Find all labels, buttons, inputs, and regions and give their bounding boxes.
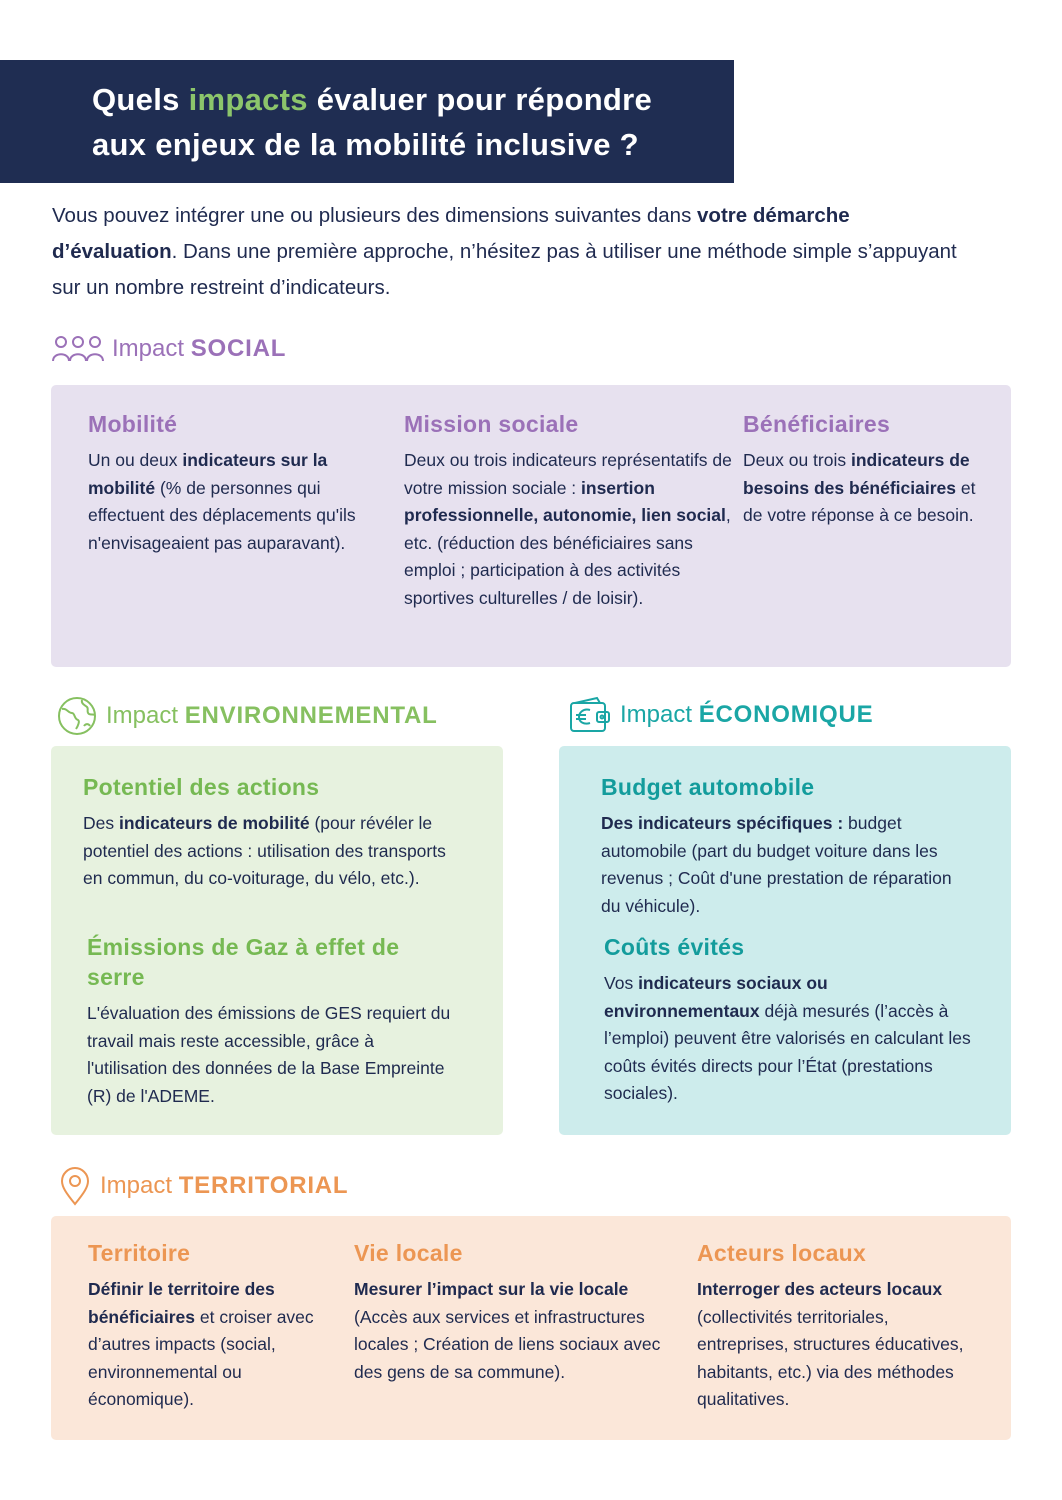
social-column-mission-sociale [404,409,734,612]
title-line2: aux enjeux de la mobilité inclusive ? [92,127,639,162]
block-text: Vos indicateurs sociaux ou environnementaux déjà mesurés (l’accès à l’emploi) peuvent être valorisés en calculant les coûts évités directs pour l’État (prestations sociales). [604,973,971,1103]
column-text: Mesurer l’impact sur la vie locale (Accès aux services et infrastructures locales ; Création de liens sociaux avec des gens de sa commune). [354,1279,661,1382]
column-title: Acteurs locaux [697,1240,867,1266]
intro-bold: votre démarche d’évaluation [52,204,850,263]
territorial-column-vie-locale [354,1238,664,1386]
column-text: Interroger des acteurs locaux (collectivités territoriales, entreprises, structures éducatives, habitants, etc.) via des méthodes qualitatives. [697,1279,964,1409]
environment-panel [51,746,503,1135]
block-text: L'évaluation des émissions de GES requiert du travail mais reste accessible, grâce à l'utilisation des données de la Base Empreinte (R) de l'ADEME. [87,1003,451,1106]
social-column-mobilite [88,409,363,557]
section-heading-territorial [58,1166,348,1206]
section-title-economic: Impact ÉCONOMIQUE [620,701,874,728]
location-pin-icon [58,1166,92,1206]
column-title: Mission sociale [404,411,579,437]
block-title: Coûts évités [604,934,745,960]
block-title: Émissions de Gaz à effet de serre [87,934,400,990]
column-text: Définir le territoire des bénéficiaires et croiser avec d’autres impacts (social, environnemental ou économique). [88,1279,314,1409]
environment-block-potentiel [83,772,468,893]
column-title: Mobilité [88,411,178,437]
intro-text: Vous pouvez intégrer une ou plusieurs des dimensions suivantes dans [52,204,698,227]
intro-paragraph [52,198,972,306]
section-title-social: Impact SOCIAL [112,335,287,362]
column-text: Un ou deux indicateurs sur la mobilité (% de personnes qui effectuent des déplacements qu'ils n'envisageaient pas auparavant). [88,450,356,553]
block-title: Potentiel des actions [83,774,320,800]
environment-block-ges [87,932,457,1110]
territorial-column-territoire [88,1238,328,1414]
section-title-environment: Impact ENVIRONNEMENTAL [106,702,438,729]
column-title: Bénéficiaires [743,411,891,437]
section-heading-economic [568,695,873,735]
wallet-euro-icon [568,695,612,735]
block-text: Des indicateurs spécifiques : budget automobile (part du budget voiture dans les revenus ; Coût d'une prestation de réparation du véhicule). [601,813,952,916]
territorial-panel [51,1216,1011,1440]
intro-text-2: . Dans une première approche, n’hésitez pas à utiliser une méthode simple s’appuyant sur un nombre restreint d’indicateurs. [52,240,957,299]
section-title-territorial: Impact TERRITORIAL [100,1172,349,1199]
column-text: Deux ou trois indicateurs de besoins des bénéficiaires et de votre réponse à ce besoin. [743,450,976,525]
section-heading-environment [56,695,438,737]
title-part2: évaluer pour répondre [307,82,653,117]
social-panel [51,385,1011,667]
column-title: Territoire [88,1240,191,1266]
title-part1: Quels [92,82,189,117]
page-title [0,60,734,183]
block-text: Des indicateurs de mobilité (pour révéler le potentiel des actions : utilisation des transports en commun, du co-voiturage, du vélo, etc.). [83,813,446,888]
economic-panel [559,746,1011,1135]
territorial-column-acteurs-locaux [697,1238,977,1414]
economic-block-couts [604,932,974,1108]
section-heading-social [52,334,286,364]
block-title: Budget automobile [601,774,815,800]
economic-block-budget [601,772,971,920]
column-text: Deux ou trois indicateurs représentatifs de votre mission sociale : insertion professionnelle, autonomie, lien social, etc. (réduction des bénéficiaires sans emploi ; participation à des activités sportives culturelles / de loisir). [404,450,732,608]
globe-icon [56,695,98,737]
social-column-beneficiaires [743,409,983,530]
column-title: Vie locale [354,1240,463,1266]
title-highlight: impacts [188,82,308,117]
people-icon [52,334,104,364]
